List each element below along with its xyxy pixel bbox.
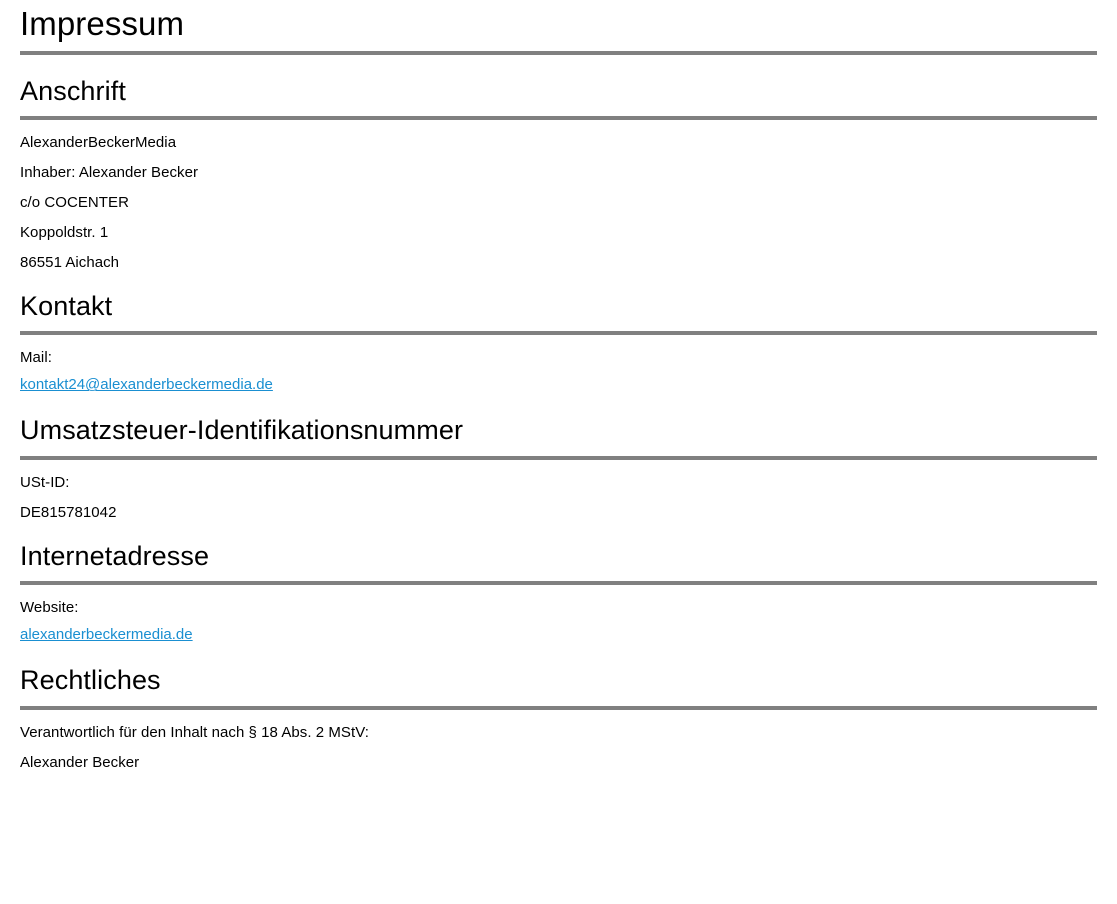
mail-label: Mail: xyxy=(20,349,52,367)
responsible-person: Alexander Becker xyxy=(20,753,140,771)
website-label: Website: xyxy=(20,599,79,617)
ust-id-label: USt-ID: xyxy=(20,473,70,491)
address-line: c/o COCENTER xyxy=(20,193,129,211)
section-internetadresse xyxy=(20,528,1097,652)
ust-id-value: DE815781042 xyxy=(20,503,117,521)
title-divider xyxy=(20,51,1097,55)
section-anschrift xyxy=(20,63,1097,278)
section-heading-kontakt: Kontakt xyxy=(20,290,113,321)
section-divider-rechtliches xyxy=(20,706,1097,710)
section-divider-kontakt xyxy=(20,331,1097,335)
section-divider-anschrift xyxy=(20,116,1097,120)
address-line: Inhaber: Alexander Becker xyxy=(20,163,199,181)
section-divider-ust-id xyxy=(20,456,1097,460)
address-line: AlexanderBeckerMedia xyxy=(20,133,177,151)
section-rechtliches xyxy=(20,652,1097,777)
section-divider-internetadresse xyxy=(20,581,1097,585)
responsibility-line: Verantwortlich für den Inhalt nach § 18 Abs. 2 MStV: xyxy=(20,723,369,741)
section-heading-ust-id: Umsatzsteuer-Identifikationsnummer xyxy=(20,415,464,446)
address-line: 86551 Aichach xyxy=(20,253,120,271)
address-line: Koppoldstr. 1 xyxy=(20,223,109,241)
page-title: Impressum xyxy=(20,5,185,42)
section-heading-anschrift: Anschrift xyxy=(20,75,126,106)
website-link[interactable]: alexanderbeckermedia.de xyxy=(20,626,193,644)
section-kontakt xyxy=(20,278,1097,402)
mail-link-row xyxy=(20,373,1097,402)
section-heading-internetadresse: Internetadresse xyxy=(20,540,210,571)
section-heading-rechtliches: Rechtliches xyxy=(20,665,161,696)
website-link-row xyxy=(20,623,1097,652)
section-ust-id xyxy=(20,402,1097,527)
email-link[interactable]: kontakt24@alexanderbeckermedia.de xyxy=(20,376,273,394)
